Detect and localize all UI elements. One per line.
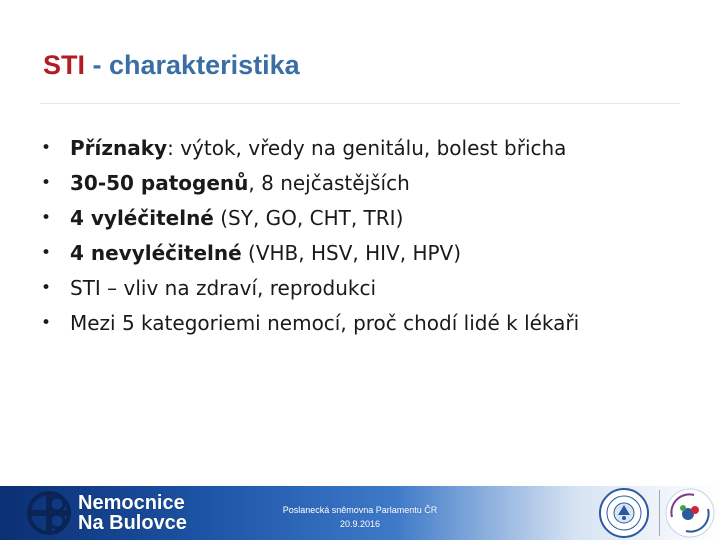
bullet-dot: • bbox=[41, 208, 52, 228]
bullet-text: : výtok, vředy na genitálu, bolest břicha bbox=[167, 136, 567, 160]
society-seal-icon bbox=[598, 487, 650, 539]
bullet-bold: Příznaky bbox=[70, 136, 168, 160]
bullet-item bbox=[40, 238, 579, 273]
seal-divider bbox=[659, 490, 660, 536]
event-date: 20.9.2016 bbox=[339, 519, 381, 529]
logo-line-2: Na Bulovce bbox=[78, 512, 187, 534]
ceska-akademie-dermatovenerologie-icon bbox=[664, 487, 716, 539]
bullet-dot: • bbox=[41, 173, 52, 193]
bullet-dot: • bbox=[41, 313, 52, 333]
bullet-dot: • bbox=[41, 138, 52, 158]
bullet-dot: • bbox=[41, 278, 52, 298]
hospital-logo-icon bbox=[26, 490, 72, 536]
bullet-list bbox=[40, 133, 579, 343]
bullet-item bbox=[40, 308, 579, 343]
logo-line-1: Nemocnice bbox=[78, 492, 185, 514]
bullet-bold: 4 vyléčitelné bbox=[70, 206, 214, 230]
bullet-item bbox=[40, 133, 579, 168]
title-rest: - charakteristika bbox=[85, 50, 300, 80]
bullet-text: , 8 nejčastějších bbox=[248, 171, 410, 195]
bullet-text: Mezi 5 kategoriemi nemocí, proč chodí lidé k lékaři bbox=[70, 311, 580, 335]
bullet-item bbox=[40, 273, 579, 308]
title-divider bbox=[40, 103, 680, 104]
bullet-text: (SY, GO, CHT, TRI) bbox=[213, 206, 404, 230]
footer-center-text bbox=[240, 503, 480, 531]
title-accent: STI bbox=[43, 50, 86, 80]
bullet-text: (VHB, HSV, HIV, HPV) bbox=[241, 241, 462, 265]
bullet-bold: 4 nevyléčitelné bbox=[70, 241, 242, 265]
bullet-dot: • bbox=[41, 243, 52, 263]
hospital-logo-text bbox=[78, 493, 187, 533]
bullet-item bbox=[40, 203, 579, 238]
bullet-text: STI – vliv na zdraví, reprodukci bbox=[70, 276, 377, 300]
event-venue: Poslanecká sněmovna Parlamentu ČR bbox=[282, 505, 438, 515]
bullet-item bbox=[40, 168, 579, 203]
bullet-bold: 30-50 patogenů bbox=[70, 171, 249, 195]
slide-title bbox=[43, 50, 300, 90]
